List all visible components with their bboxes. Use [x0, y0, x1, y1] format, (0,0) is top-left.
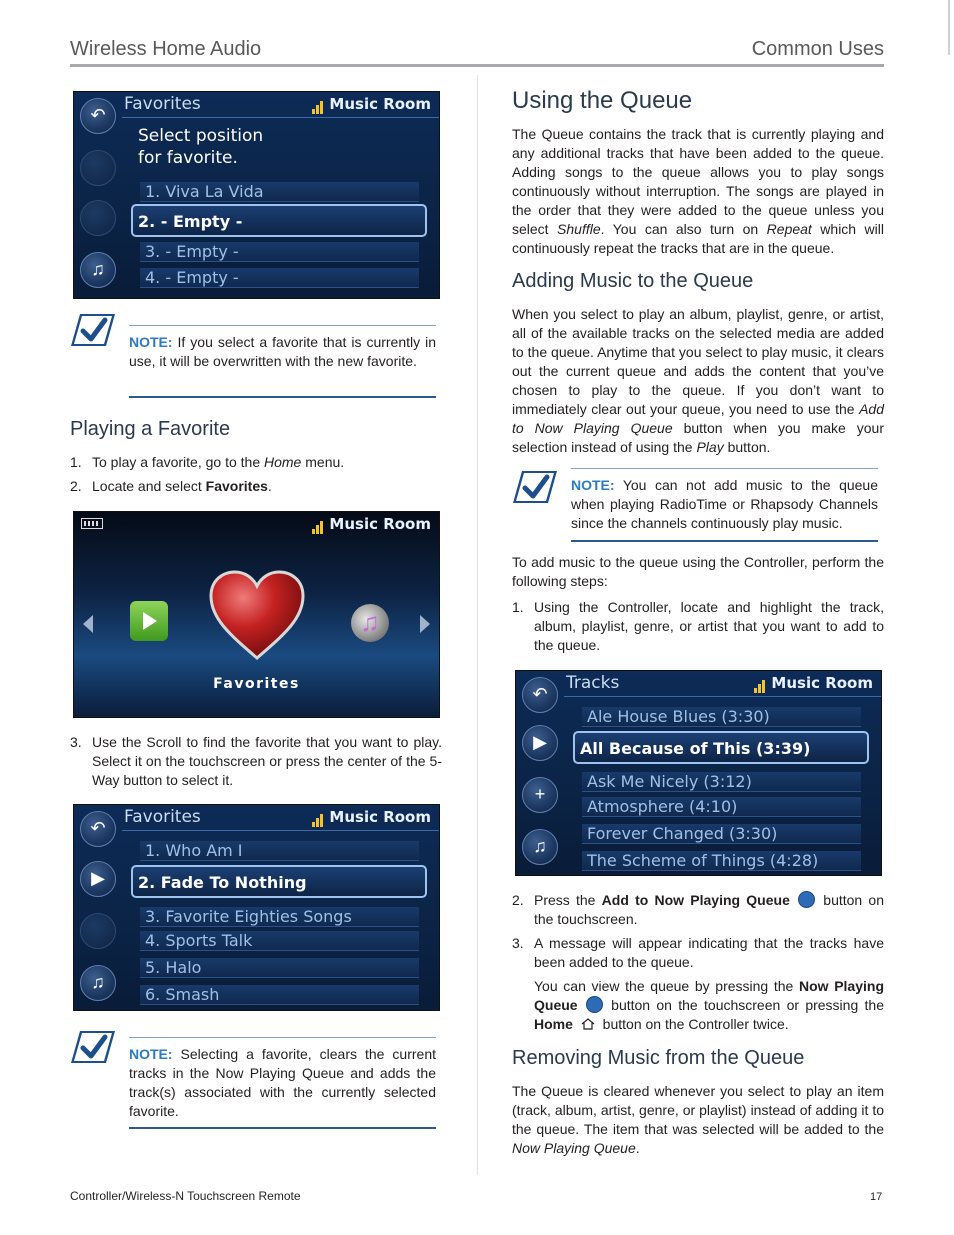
- section-heading: Removing Music from the Queue: [512, 1047, 805, 1069]
- list-item-selected: 2. - Empty -: [131, 204, 427, 237]
- page-title: Using the Queue: [512, 87, 693, 114]
- note-box: [129, 1037, 436, 1129]
- page-number: 17: [870, 1191, 883, 1203]
- prompt-line: for favorite.: [138, 148, 238, 168]
- note-text: Selecting a favorite, clears the current tracks in the Now Playing Queue and adds the track(s) associated with the currently selected favorite.: [129, 1046, 436, 1119]
- list-item: Ale House Blues (3:30): [582, 707, 861, 727]
- home-icon: [581, 1018, 595, 1030]
- section-heading: Playing a Favorite: [70, 418, 231, 440]
- play-icon: [130, 601, 168, 641]
- list-item: 5. Halo: [140, 958, 419, 978]
- checkmark-note-icon: [512, 470, 558, 504]
- now-playing-queue-icon: ♫: [80, 965, 116, 1001]
- favorites-list-screenshot: [73, 804, 440, 1011]
- battery-icon: [81, 518, 103, 529]
- now-playing-queue-icon: [586, 996, 603, 1013]
- note-box: [571, 468, 878, 542]
- room-label: Music Room: [312, 515, 431, 534]
- screen-title: Favorites: [124, 94, 201, 114]
- note-label: NOTE:: [129, 1046, 173, 1062]
- play-icon: ▶: [80, 861, 116, 897]
- favorites-position-screenshot: [73, 91, 440, 299]
- note-text: You can not add music to the queue when playing RadioTime or Rhapsody Channels since the channels continuously play music.: [571, 477, 879, 531]
- list-item-selected: All Because of This (3:39): [573, 731, 869, 764]
- now-playing-queue-icon: ♫: [80, 252, 116, 288]
- tracks-list-screenshot: [515, 670, 882, 876]
- list-item: 4. Sports Talk: [140, 931, 419, 951]
- signal-icon: [312, 809, 324, 827]
- list-item: 2. Press the Add to Now Playing Queue button on the touchscreen.: [512, 892, 884, 927]
- list-item: The Scheme of Things (4:28): [582, 851, 861, 871]
- music-note-icon: ♫: [351, 604, 389, 642]
- paragraph: The Queue contains the track that is currently playing and any additional tracks that have been added to the queue. Adding songs to the queue allows you to play songs continuously without interruption. The songs are played in the order that they were added to the queue unless you select Shuffle. You can also turn on Repeat which will continuously repeat the tracks that are in the queue.: [512, 126, 884, 256]
- room-label: Music Room: [312, 808, 431, 827]
- signal-icon: [312, 96, 324, 114]
- list-item: 3. Use the Scroll to find the favorite that you want to play. Select it on the touchscreen or press the center of the 5-Way button to select it.: [70, 734, 442, 788]
- checkmark-note-icon: [70, 1030, 116, 1064]
- room-label: Music Room: [312, 95, 431, 114]
- list-item: 1. Using the Controller, locate and highlight the track, album, playlist, genre, or artist that you want to add to the queue.: [512, 599, 884, 653]
- note-label: NOTE:: [571, 477, 615, 493]
- blank-button-icon: [80, 913, 116, 949]
- add-to-queue-icon: [798, 891, 815, 908]
- blank-button-icon: [80, 150, 116, 186]
- back-arrow-icon: ↶: [522, 677, 558, 713]
- list-item-selected: 2. Fade To Nothing: [131, 865, 427, 898]
- favorites-heart-icon: [209, 570, 305, 662]
- footer-title: Controller/Wireless-N Touchscreen Remote: [70, 1189, 301, 1203]
- list-item-detail: You can view the queue by pressing the Now Playing Queue button on the touchscreen or pressing the Home button on the Controller twice.: [534, 978, 884, 1032]
- back-arrow-icon: ↶: [80, 98, 116, 134]
- list-item: 3. - Empty -: [140, 242, 419, 262]
- list-item: 1. Who Am I: [140, 841, 419, 861]
- section-heading: Adding Music to the Queue: [512, 270, 754, 292]
- column-divider: [477, 75, 478, 1175]
- blank-button-icon: [80, 200, 116, 236]
- list-item: Atmosphere (4:10): [582, 797, 861, 817]
- page-edge-rule: [948, 0, 950, 55]
- scroll-right-arrow-icon: [420, 615, 430, 633]
- list-item: 1. To play a favorite, go to the Home menu.: [70, 454, 345, 470]
- list-item: Forever Changed (3:30): [582, 824, 861, 844]
- carousel-caption: Favorites: [213, 676, 300, 692]
- now-playing-queue-icon: ♫: [522, 829, 558, 865]
- list-item: 6. Smash: [140, 985, 419, 1005]
- add-to-queue-icon: +: [522, 777, 558, 813]
- paragraph: The Queue is cleared whenever you select to play an item (track, album, artist, genre, or playlist) instead of adding it to the queue. The item that was selected will be added to the Now Playing Queue.: [512, 1083, 884, 1156]
- screen-title: Favorites: [124, 807, 201, 827]
- list-item: 3. Favorite Eighties Songs: [140, 907, 419, 927]
- note-text: If you select a favorite that is currently in use, it will be overwritten with the new favorite.: [129, 334, 437, 369]
- checkmark-note-icon: [70, 313, 116, 347]
- screen-title: Tracks: [566, 673, 620, 693]
- note-label: NOTE:: [129, 334, 173, 350]
- paragraph: To add music to the queue using the Controller, perform the following steps:: [512, 554, 884, 589]
- prompt-line: Select position: [138, 126, 264, 146]
- signal-icon: [754, 675, 766, 693]
- home-menu-screenshot: [73, 511, 440, 718]
- room-label: Music Room: [754, 674, 873, 693]
- play-icon: ▶: [522, 725, 558, 761]
- list-item: Ask Me Nicely (3:12): [582, 772, 861, 792]
- running-header-section: Common Uses: [751, 38, 884, 60]
- list-item: 1. Viva La Vida: [140, 182, 419, 202]
- list-item: 3. A message will appear indicating that the tracks have been added to the queue.: [512, 935, 884, 970]
- header-rule: [70, 64, 884, 67]
- running-header-title: Wireless Home Audio: [70, 38, 262, 60]
- list-item: 2. Locate and select Favorites.: [70, 478, 272, 494]
- scroll-left-arrow-icon: [83, 615, 93, 633]
- back-arrow-icon: ↶: [80, 811, 116, 847]
- note-box: [129, 325, 436, 398]
- paragraph: When you select to play an album, playlist, genre, or artist, all of the available tracks on the selected media are added to the queue. Anytime that you select to play music, it clears out the current queue and adds the content that you’ve chosen to play to the queue. If you don’t want to immediately clear out your queue, you need to use the Add to Now Playing Queue button when you make your selection instead of using the Play button.: [512, 306, 884, 455]
- list-item: 4. - Empty -: [140, 268, 419, 288]
- signal-icon: [312, 516, 324, 534]
